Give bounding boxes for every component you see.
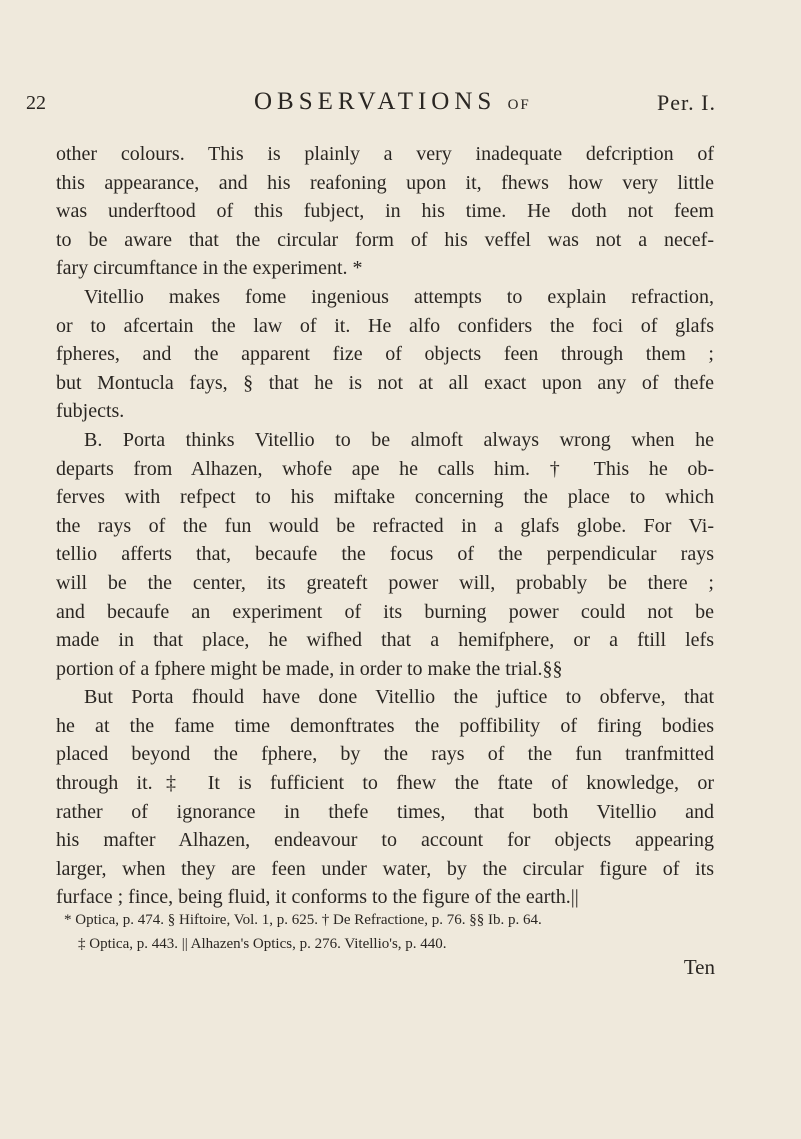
text-line: made in that place, he wifhed that a hemifphere, or a ftill lefs	[56, 629, 714, 652]
text-line: Vitellio makes fome ingenious attempts to explain refraction,	[84, 285, 714, 308]
text-line: other colours. This is plainly a very inadequate defcription of	[56, 143, 714, 165]
footnotes	[64, 908, 714, 956]
text-line: through it.‡ It is fufficient to fhew the ftate of knowledge, or	[56, 772, 714, 795]
text-line: his mafter Alhazen, endeavour to account for objects appearing	[56, 829, 714, 852]
text-line: to be aware that the circular form of his veffel was not a necef-	[56, 228, 714, 251]
text-line: but Montucla fays, § that he is not at all exact upon any of thefe	[56, 371, 714, 394]
text-line: larger, when they are feen under water, by the circular figure of its	[56, 857, 714, 880]
text-line: portion of a fphere might be made, in order to make the trial.§§	[56, 657, 563, 680]
text-line: and becaufe an experiment of its burning power could not be	[56, 600, 714, 623]
text-line: placed beyond the fphere, by the rays of the fun tranfmitted	[56, 743, 714, 766]
text-line: fary circumftance in the experiment. *	[56, 257, 363, 280]
running-title-of: OF	[507, 97, 531, 113]
text-line: this appearance, and his reafoning upon it, fhews how very little	[56, 171, 714, 194]
text-line: rather of ignorance in thefe times, that both Vitellio and	[56, 800, 714, 823]
text-line: ferves with refpect to his miftake concerning the place to which	[56, 486, 714, 509]
text-line: fpheres, and the apparent fize of objects feen through them ;	[56, 343, 714, 366]
text-line: will be the center, its greateft power will, probably be there ;	[56, 571, 714, 594]
footnote-line: ‡ Optica, p. 443. || Alhazen's Optics, p. 276. Vitellio's, p. 440.	[78, 936, 447, 952]
text-line: fubjects.	[56, 400, 125, 423]
running-title	[254, 88, 531, 116]
footnote-line: * Optica, p. 474. § Hiftoire, Vol. 1, p. 625. † De Refractione, p. 76. §§ Ib. p. 64.	[64, 912, 542, 928]
running-title-main: OBSERVATIONS	[254, 88, 497, 115]
text-line: But Porta fhould have done Vitellio the juftice to obferve, that	[84, 686, 714, 709]
text-line: tellio afferts that, becaufe the focus of the perpendicular rays	[56, 543, 714, 566]
text-line: B. Porta thinks Vitellio to be almoft always wrong when he	[84, 428, 714, 451]
text-line: or to afcertain the law of it. He alfo confiders the foci of glafs	[56, 314, 714, 337]
section-label: Per. I.	[657, 90, 716, 115]
body-text	[56, 140, 714, 912]
page-number: 22	[26, 92, 46, 114]
text-line: he at the fame time demonftrates the poffibility of firing bodies	[56, 714, 714, 737]
text-line: furface ; fince, being fluid, it conforms to the figure of the earth.||	[56, 886, 579, 909]
text-line: the rays of the fun would be refracted in a glafs globe. For Vi-	[56, 514, 714, 537]
catchword: Ten	[683, 955, 715, 979]
text-line: was underftood of this fubject, in his time. He doth not feem	[56, 200, 714, 223]
running-header	[26, 88, 716, 118]
text-line: departs from Alhazen, whofe ape he calls him. † This he ob-	[56, 457, 714, 480]
